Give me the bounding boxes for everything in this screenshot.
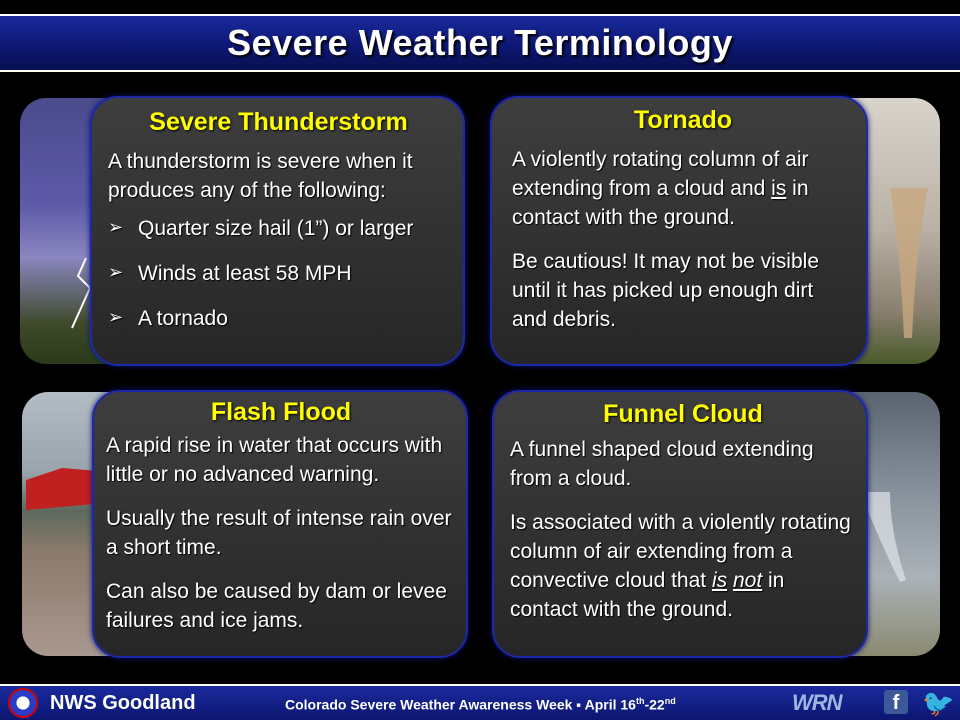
card-title: Flash Flood xyxy=(210,398,352,426)
card-paragraph: Be cautious! It may not be visible until it has picked up enough dirt and debris. xyxy=(512,250,819,331)
wrn-logo-icon: WRN xyxy=(792,690,842,715)
card-paragraph: Is associated with a violently rotating column of air extending from a convective cloud that is not in contact with the ground. xyxy=(510,511,851,621)
card-paragraph: A funnel shaped cloud extending from a cloud. xyxy=(510,438,814,490)
card-paragraph: Usually the result of intense rain over a short time. xyxy=(106,507,452,559)
card-paragraph: Can also be caused by dam or levee failures and ice jams. xyxy=(106,580,447,632)
card-tornado xyxy=(490,96,868,366)
office-name: NWS Goodland xyxy=(50,692,196,714)
card-intro: A thunderstorm is severe when it produces any of the following: xyxy=(108,150,413,202)
twitter-icon[interactable]: 🐦 xyxy=(922,688,955,718)
list-item: ➢ A tornado xyxy=(108,307,228,330)
card-paragraph: A violently rotating column of air extending from a cloud and is in contact with the ground. xyxy=(512,148,809,229)
page-title: Severe Weather Terminology xyxy=(227,22,733,63)
facebook-icon[interactable]: f xyxy=(884,690,908,714)
header-banner xyxy=(0,14,960,72)
arrow-bullet-icon: ➢ xyxy=(108,217,124,237)
card-funnel-cloud xyxy=(492,390,868,658)
list-item: ➢ Quarter size hail (1”) or larger xyxy=(108,217,414,240)
card-title: Tornado xyxy=(633,106,733,134)
emphasis: not xyxy=(732,569,763,592)
card-title: Severe Thunderstorm xyxy=(149,108,408,136)
card-title: Funnel Cloud xyxy=(603,400,763,428)
card-severe-thunderstorm xyxy=(90,96,465,366)
emphasis: is xyxy=(771,177,787,200)
list-item: ➢ Winds at least 58 MPH xyxy=(108,262,352,285)
card-paragraph: A rapid rise in water that occurs with little or no advanced warning. xyxy=(106,434,443,486)
awareness-week-text: Colorado Severe Weather Awareness Week ▪ April 16th-22nd xyxy=(285,696,676,713)
card-flash-flood xyxy=(92,390,468,658)
nws-logo-icon xyxy=(8,688,38,718)
arrow-bullet-icon: ➢ xyxy=(108,262,124,282)
footer-bar xyxy=(0,684,960,720)
arrow-bullet-icon: ➢ xyxy=(108,307,124,327)
emphasis: is xyxy=(711,569,728,592)
